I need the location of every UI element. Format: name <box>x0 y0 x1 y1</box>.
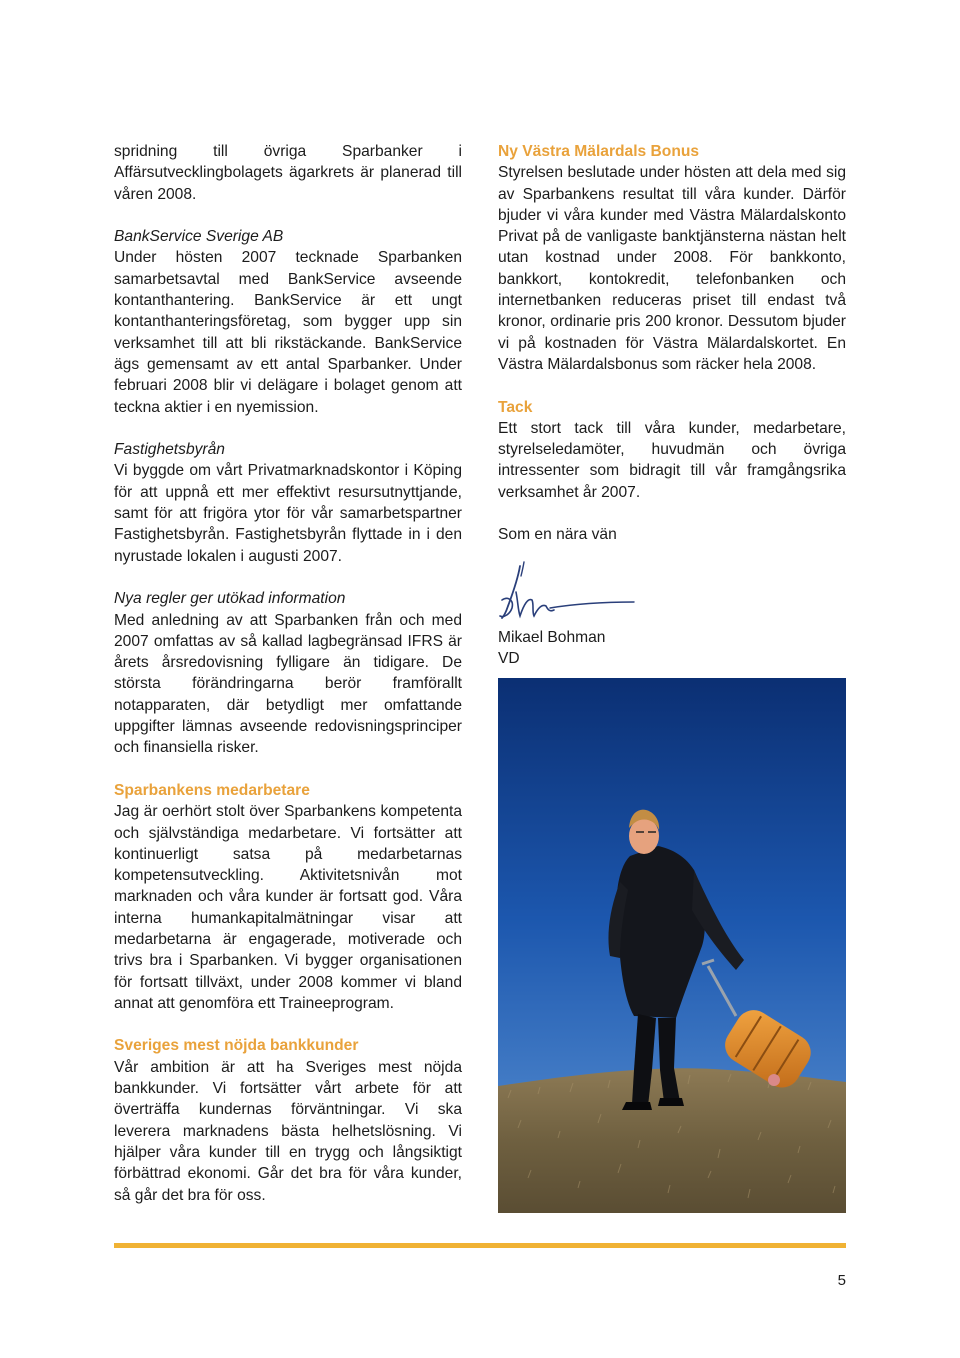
signer-title: VD <box>498 650 520 668</box>
body-nya-regler: Med anledning av att Sparbanken från och med 2007 omfattas av så kallad lagbegränsad IFRS är årets årsredovisning fylligare än tidigare. De största förändringarna berör framförallt notapparaten, där betydligt mer omfattande uppgifter lämnas avseende redovisningsprinciper och finansiella risker. <box>114 611 462 757</box>
intro-paragraph: spridning till övriga Sparbanker i Affärsutvecklingbolagets ägarkrets är planerad till våren 2008. <box>114 143 462 203</box>
section-medarbetare <box>114 780 462 1014</box>
signature-image <box>494 556 650 628</box>
section-fastighetsbyran <box>114 439 462 567</box>
closing-line: Som en nära vän <box>498 526 617 544</box>
heading-bonus: Ny Västra Mälardals Bonus <box>498 143 700 160</box>
heading-medarbetare: Sparbankens medarbetare <box>114 781 310 799</box>
heading-nya-regler: Nya regler ger utökad information <box>114 590 346 608</box>
body-tack: Ett stort tack till våra kunder, medarbetare, styrelseledamöter, huvudmän och övriga intressenter som bidragit till vår framgångsrika verksamhet år 2007. <box>498 419 846 501</box>
heading-tack: Tack <box>498 398 533 416</box>
right-column <box>498 141 846 546</box>
body-nojda: Vår ambition är att ha Sveriges mest nöjda bankkunder. Vi fortsätter vårt arbete för att överträffa kundernas förväntningar. Vi ska leverera marknadens bästa helhetslösning. Vi hjälper våra kunder till en trygg och långsiktigt förbättrad ekonomi. Går det bra för våra kunder, så går det bra för oss. <box>114 1058 462 1204</box>
body-medarbetare: Jag är oerhört stolt över Sparbankens kompetenta och självständiga medarbetare. Vi fortsätter att kontinuerligt satsa på medarbetarnas kompetensutveckling. Aktivitetsnivån mot marknaden och våra kunder är fortsatt god. Våra interna humankapitalmätningar visar att medarbetarna är engagerade, motiverade och trivs bra i Sparbanken. Vi bygger organisationen för fortsatt tillväxt, under 2008 kommer vi bland annat att genomföra ett Traineeprogram. <box>114 803 462 1012</box>
heading-nojda: Sveriges mest nöjda bankkunder <box>114 1037 359 1055</box>
heading-bankservice: BankService Sverige AB <box>114 228 284 246</box>
section-nya-regler <box>114 588 462 758</box>
footer-rule <box>114 1243 846 1248</box>
section-nojda <box>114 1035 462 1205</box>
section-bonus <box>498 141 846 375</box>
signer-block <box>498 627 605 670</box>
body-fastighetsbyran: Vi byggde om vårt Privatmarknadskontor i Köping för att uppnå ett mer effektivt resursutnyttjande, samt för att frigöra ytor för vår samarbetspartner Fastighetsbyrån. Fastighetsbyrån flyttade in i den nyrustade lokalen i augusti 2007. <box>114 462 462 565</box>
signer-name: Mikael Bohman <box>498 629 606 646</box>
section-tack <box>498 397 846 503</box>
section-bankservice <box>114 226 462 418</box>
body-bonus: Styrelsen beslutade under hösten att dela med sig av Sparbankens resultat till våra kunder. Därför bjuder vi våra kunder med Västra Mälardalskonto Privat på de vanligaste banktjänsterna nästan helt utan kostnad under 2008. För bankkonto, bankkort, kontokredit, telefonbanken och internetbanken reduceras priset till endast två kronor, ordinarie pris 200 kronor. Dessutom bjuder vi på kostnaden för Västra Mälardalskortet. En Västra Mälardalsbonus som räcker hela 2008. <box>498 164 846 373</box>
heading-fastighetsbyran: Fastighetsbyrån <box>114 441 225 459</box>
left-column <box>114 141 462 1206</box>
page-number: 5 <box>837 1272 846 1289</box>
ceo-portrait-photo <box>498 678 846 1213</box>
body-bankservice: Under hösten 2007 tecknade Sparbanken samarbetsavtal med BankService avseende kontanthantering. BankService är ett ungt kontanthanteringsföretag, som bygger upp sin verksamhet till att bli rikstäckande. BankService ägs gemensamt av ett antal Sparbanker. Under februari 2008 blir vi delägare i bolaget genom att teckna aktier i en nyemission. <box>114 249 462 416</box>
